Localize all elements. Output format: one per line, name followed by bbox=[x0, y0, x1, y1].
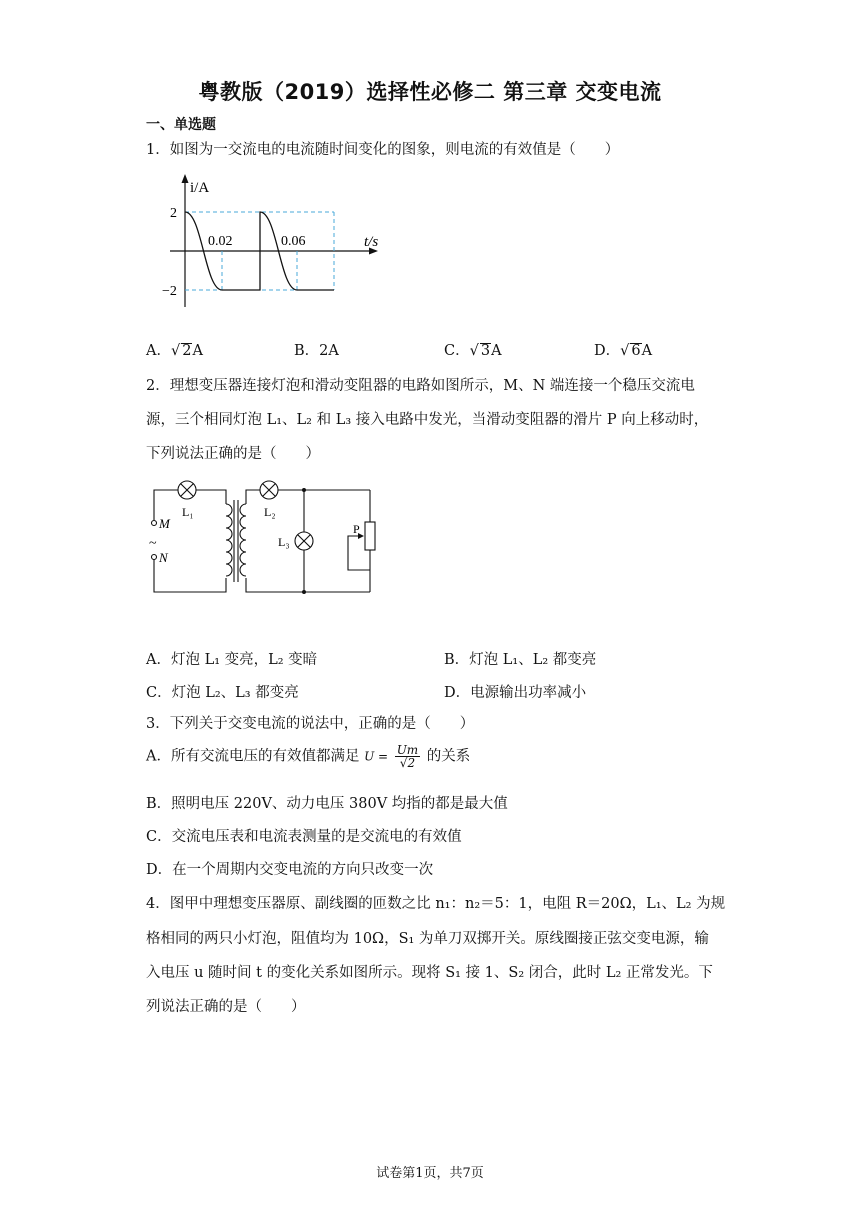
q4-stem-line3: 入电压 u 随时间 t 的变化关系如图所示。现将 S₁ 接 1、S₂ 闭合，此时 L₂ 正常发光。下 bbox=[146, 965, 713, 981]
q1-option-d[interactable]: D．√ 6A bbox=[594, 343, 653, 359]
label-l2: L₂ bbox=[264, 505, 276, 519]
label-ac-source: ~ bbox=[149, 536, 157, 551]
q3-option-a[interactable]: A．所有交流电压的有效值都满足 U = $\frac{Um}{√2}$ 的关系 bbox=[146, 743, 471, 770]
q1-current-graph bbox=[150, 172, 390, 312]
q1-option-b[interactable]: B．2A bbox=[294, 343, 339, 359]
page-footer: 试卷第1页，共7页 bbox=[376, 1166, 484, 1181]
q1-ytick-bottom: −2 bbox=[162, 284, 177, 299]
q2-circuit-diagram bbox=[148, 478, 388, 600]
q3-formula-fraction: $\frac{Um}{√2}$ bbox=[396, 743, 419, 770]
q1-ytick-top: 2 bbox=[170, 206, 177, 221]
label-n: N bbox=[159, 550, 168, 565]
label-m: M bbox=[159, 516, 170, 531]
q1-stem: 1．如图为一交流电的电流随时间变化的图象，则电流的有效值是（ ） bbox=[146, 142, 620, 158]
q2-option-a[interactable]: A．灯泡 L₁ 变亮，L₂ 变暗 bbox=[146, 652, 318, 668]
q3-option-d[interactable]: D．在一个周期内交变电流的方向只改变一次 bbox=[146, 862, 434, 878]
q3-stem: 3．下列关于交变电流的说法中，正确的是（ ） bbox=[146, 716, 475, 732]
q1-ylabel: i/A bbox=[190, 180, 210, 196]
q3-option-b[interactable]: B．照明电压 220V、动力电压 380V 均指的都是最大值 bbox=[146, 796, 508, 812]
q2-stem-line2: 源，三个相同灯泡 L₁、L₂ 和 L₃ 接入电路中发光，当滑动变阻器的滑片 P 向上移动时， bbox=[146, 412, 709, 428]
q4-stem-line1: 4．图甲中理想变压器原、副线圈的匝数之比 n₁：n₂＝5：1，电阻 R＝20Ω，L₁、L₂ 为规 bbox=[146, 896, 726, 912]
q1-xtick-2: 0.06 bbox=[281, 234, 306, 249]
q2-option-b[interactable]: B．灯泡 L₁、L₂ 都变亮 bbox=[444, 652, 597, 668]
q2-option-c[interactable]: C．灯泡 L₂、L₃ 都变亮 bbox=[146, 685, 299, 701]
q3-option-c[interactable]: C．交流电压表和电流表测量的是交流电的有效值 bbox=[146, 829, 462, 845]
label-l1: L₁ bbox=[182, 505, 194, 519]
q1-option-c[interactable]: C．√ 3A bbox=[444, 343, 502, 359]
q2-stem-line3: 下列说法正确的是（ ） bbox=[146, 446, 320, 462]
q1-xlabel: t/s bbox=[364, 234, 379, 250]
q4-stem-line4: 列说法正确的是（ ） bbox=[146, 999, 306, 1015]
q2-option-d[interactable]: D．电源输出功率减小 bbox=[444, 685, 587, 701]
page-title: 粤教版（2019）选择性必修二 第三章 交变电流 bbox=[198, 80, 662, 104]
section-heading: 一、单选题 bbox=[146, 117, 216, 133]
q1-option-a[interactable]: A．√ 2A bbox=[146, 343, 203, 359]
q1-xtick-1: 0.02 bbox=[208, 234, 233, 249]
label-l3: L₃ bbox=[278, 535, 290, 549]
q2-stem-line1: 2．理想变压器连接灯泡和滑动变阻器的电路如图所示，M、N 端连接一个稳压交流电 bbox=[146, 378, 695, 394]
label-slider-p: P bbox=[353, 522, 360, 536]
q4-stem-line2: 格相同的两只小灯泡，阻值均为 10Ω，S₁ 为单刀双掷开关。原线圈接正弦交变电源，输 bbox=[146, 931, 709, 947]
